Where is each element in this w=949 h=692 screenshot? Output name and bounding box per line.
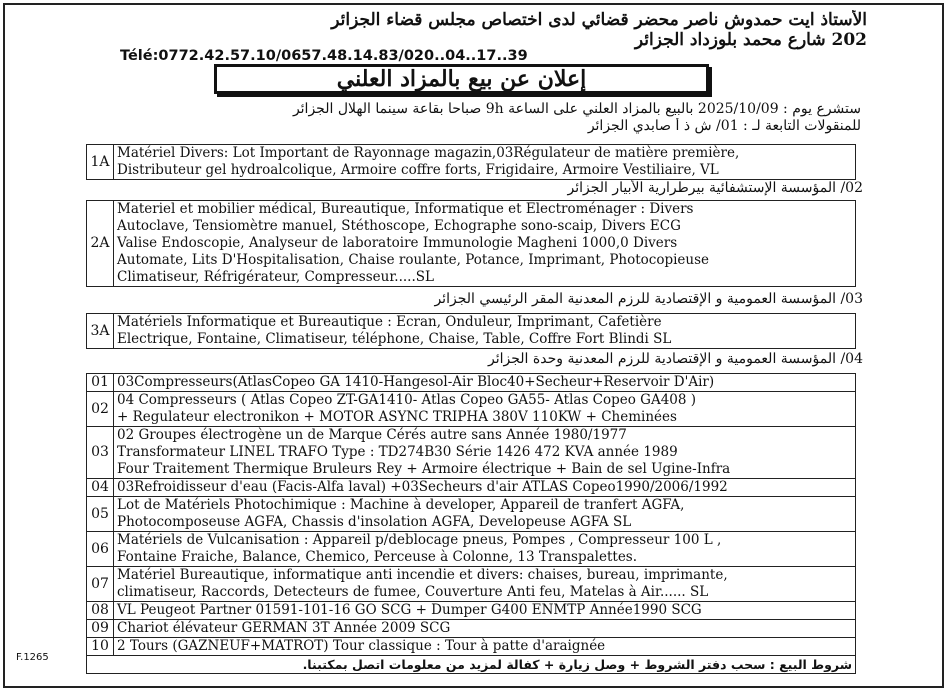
lots-table-4 [86, 373, 856, 674]
lot-line: 03Compresseurs(AtlasCopeo GA 1410-Hangesol-Air Bloc40+Secheur+Reservoir D'Air) [117, 374, 715, 390]
lot-number: 2A [87, 201, 114, 287]
section-heading: 04/ المؤسسة العمومية و الإقتصادية للرزم المعدنية وحدة الجزائر [488, 351, 863, 367]
lot-description [114, 620, 856, 638]
lot-number: 02 [87, 392, 114, 427]
lot-description [114, 479, 856, 497]
owner-line: للمنقولات التابعة لـ : 01/ ش ذ أ صابدي الجزائر [587, 118, 861, 134]
lot-line: Climatiseur, Réfrigérateur, Compresseur.....SL [117, 269, 434, 285]
bailiff-name: الأستاذ ايت حمدوش ناصر محضر قضائي لدى اختصاص مجلس قضاء الجزائر [331, 10, 867, 30]
lot-line: Autoclave, Tensiomètre manuel, Stéthoscope, Echographe sono-scaip, Divers ECG [117, 218, 681, 234]
section-heading: 02/ المؤسسة الإستشفائية بيرطرارية الأبيار الجزائر [567, 180, 863, 196]
lot-line: VL Peugeot Partner 01591-101-16 GO SCG + Dumper G400 ENMTP Année1990 SCG [117, 602, 702, 618]
lot-description [114, 392, 856, 427]
lot-line: Electrique, Fontaine, Climatiseur, téléphone, Chaise, Table, Coffre Fort Blindi SL [117, 331, 672, 347]
lot-line: Distributeur gel hydroalcolique, Armoire coffre forts, Frigidaire, Armoire Vestiliaire, VL [117, 162, 719, 178]
lot-number: 08 [87, 602, 114, 620]
lot-number: 03 [87, 427, 114, 479]
lot-number: 06 [87, 532, 114, 567]
lot-description [114, 145, 856, 180]
lot-number: 10 [87, 638, 114, 656]
table-row [87, 392, 856, 427]
section-heading: 03/ المؤسسة العمومية و الإقتصادية للرزم المعدنية المقر الرئيسي الجزائر [434, 291, 863, 307]
bailiff-address: 202 شارع محمد بلوزداد الجزائر [634, 30, 867, 50]
table-row [87, 532, 856, 567]
lots-table-1 [86, 144, 856, 180]
sale-conditions: شروط البيع : سحب دفتر الشروط + وصل زيارة + كفالة لمزيد من معلومات اتصل بمكتبنا. [87, 656, 856, 674]
lot-number: 04 [87, 479, 114, 497]
lot-line: climatiseur, Raccords, Detecteurs de fumee, Couverture Anti feu, Matelas à Air...... SL [117, 584, 709, 600]
table-row [87, 479, 856, 497]
lot-description [114, 602, 856, 620]
table-row [87, 620, 856, 638]
table-row [87, 656, 856, 674]
lot-line: Matériel Divers: Lot Important de Rayonnage magazin,03Régulateur de matière première, [117, 145, 740, 161]
lot-line: Matériels Informatique et Bureautique : Ecran, Onduleur, Imprimant, Cafetière [117, 314, 662, 330]
bailiff-phone: Télé:0772.42.57.10/0657.48.14.83/020..04..17..39 [120, 48, 528, 64]
lot-line: Four Traitement Thermique Bruleurs Rey + Armoire électrique + Bain de sel Ugine-Infra [117, 461, 731, 477]
lot-description [114, 201, 856, 287]
lot-line: Chariot élévateur GERMAN 3T Année 2009 SCG [117, 620, 451, 636]
table-row [87, 201, 856, 287]
lot-line: 02 Groupes électrogène un de Marque Cérés autre sans Année 1980/1977 [117, 427, 627, 443]
lot-line: Lot de Matériels Photochimique : Machine à developer, Appareil de tranfert AGFA, [117, 497, 685, 513]
table-row [87, 567, 856, 602]
lot-description [114, 314, 856, 349]
lot-description [114, 567, 856, 602]
lot-description [114, 638, 856, 656]
table-row [87, 427, 856, 479]
table-row [87, 145, 856, 180]
lot-line: 04 Compresseurs ( Atlas Copeo ZT-GA1410- Atlas Copeo GA55- Atlas Copeo GA408 ) [117, 392, 697, 408]
lot-number: 05 [87, 497, 114, 532]
lots-table-3 [86, 313, 856, 349]
lot-line: Matériel Bureautique, informatique anti incendie et divers: chaises, bureau, imprimante, [117, 567, 728, 583]
lot-line: Materiel et mobilier médical, Bureautique, Informatique et Electroménager : Divers [117, 201, 694, 217]
lots-table-2 [86, 200, 856, 287]
table-row [87, 638, 856, 656]
lot-number: 3A [87, 314, 114, 349]
lot-description [114, 427, 856, 479]
lot-number: 01 [87, 374, 114, 392]
lot-line: Valise Endoscopie, Analyseur de laboratoire Immunologie Magheni 1000,0 Divers [117, 235, 678, 251]
lot-description [114, 532, 856, 567]
table-row [87, 602, 856, 620]
lot-line: 2 Tours (GAZNEUF+MATROT) Tour classique : Tour à patte d'araignée [117, 638, 606, 654]
notice-code: F.1265 [16, 652, 49, 663]
table-row [87, 314, 856, 349]
lot-line: Matériels de Vulcanisation : Appareil p/deblocage pneus, Pompes , Compresseur 100 L , [117, 532, 722, 548]
lot-description [114, 374, 856, 392]
table-row [87, 497, 856, 532]
table-row [87, 374, 856, 392]
lot-line: Automate, Lits D'Hospitalisation, Chaise roulante, Potance, Imprimant, Photocopieuse [117, 252, 710, 268]
lot-line: Transformateur LINEL TRAFO Type : TD274B30 Série 1426 472 KVA année 1989 [117, 444, 678, 460]
lot-line: + Regulateur electronikon + MOTOR ASYNC TRIPHA 380V 110KW + Cheminées [117, 409, 677, 425]
sale-date-line: ستشرع يوم : 2025/10/09 بالبيع بالمزاد العلني على الساعة 9h صباحا بقاعة سينما الهلال الجزائر [292, 101, 861, 117]
lot-number: 1A [87, 145, 114, 180]
notice-title: إعلان عن بيع بالمزاد العلني [214, 64, 709, 94]
lot-number: 07 [87, 567, 114, 602]
lot-line: Photocomposeuse AGFA, Chassis d'insolation AGFA, Developeuse AGFA SL [117, 514, 632, 530]
lot-line: Fontaine Fraiche, Balance, Chemico, Perceuse à Colonne, 13 Transpalettes. [117, 549, 638, 565]
lot-line: 03Refroidisseur d'eau (Facis-Alfa laval) +03Secheurs d'air ATLAS Copeo1990/2006/1992 [117, 479, 728, 495]
lot-description [114, 497, 856, 532]
lot-number: 09 [87, 620, 114, 638]
